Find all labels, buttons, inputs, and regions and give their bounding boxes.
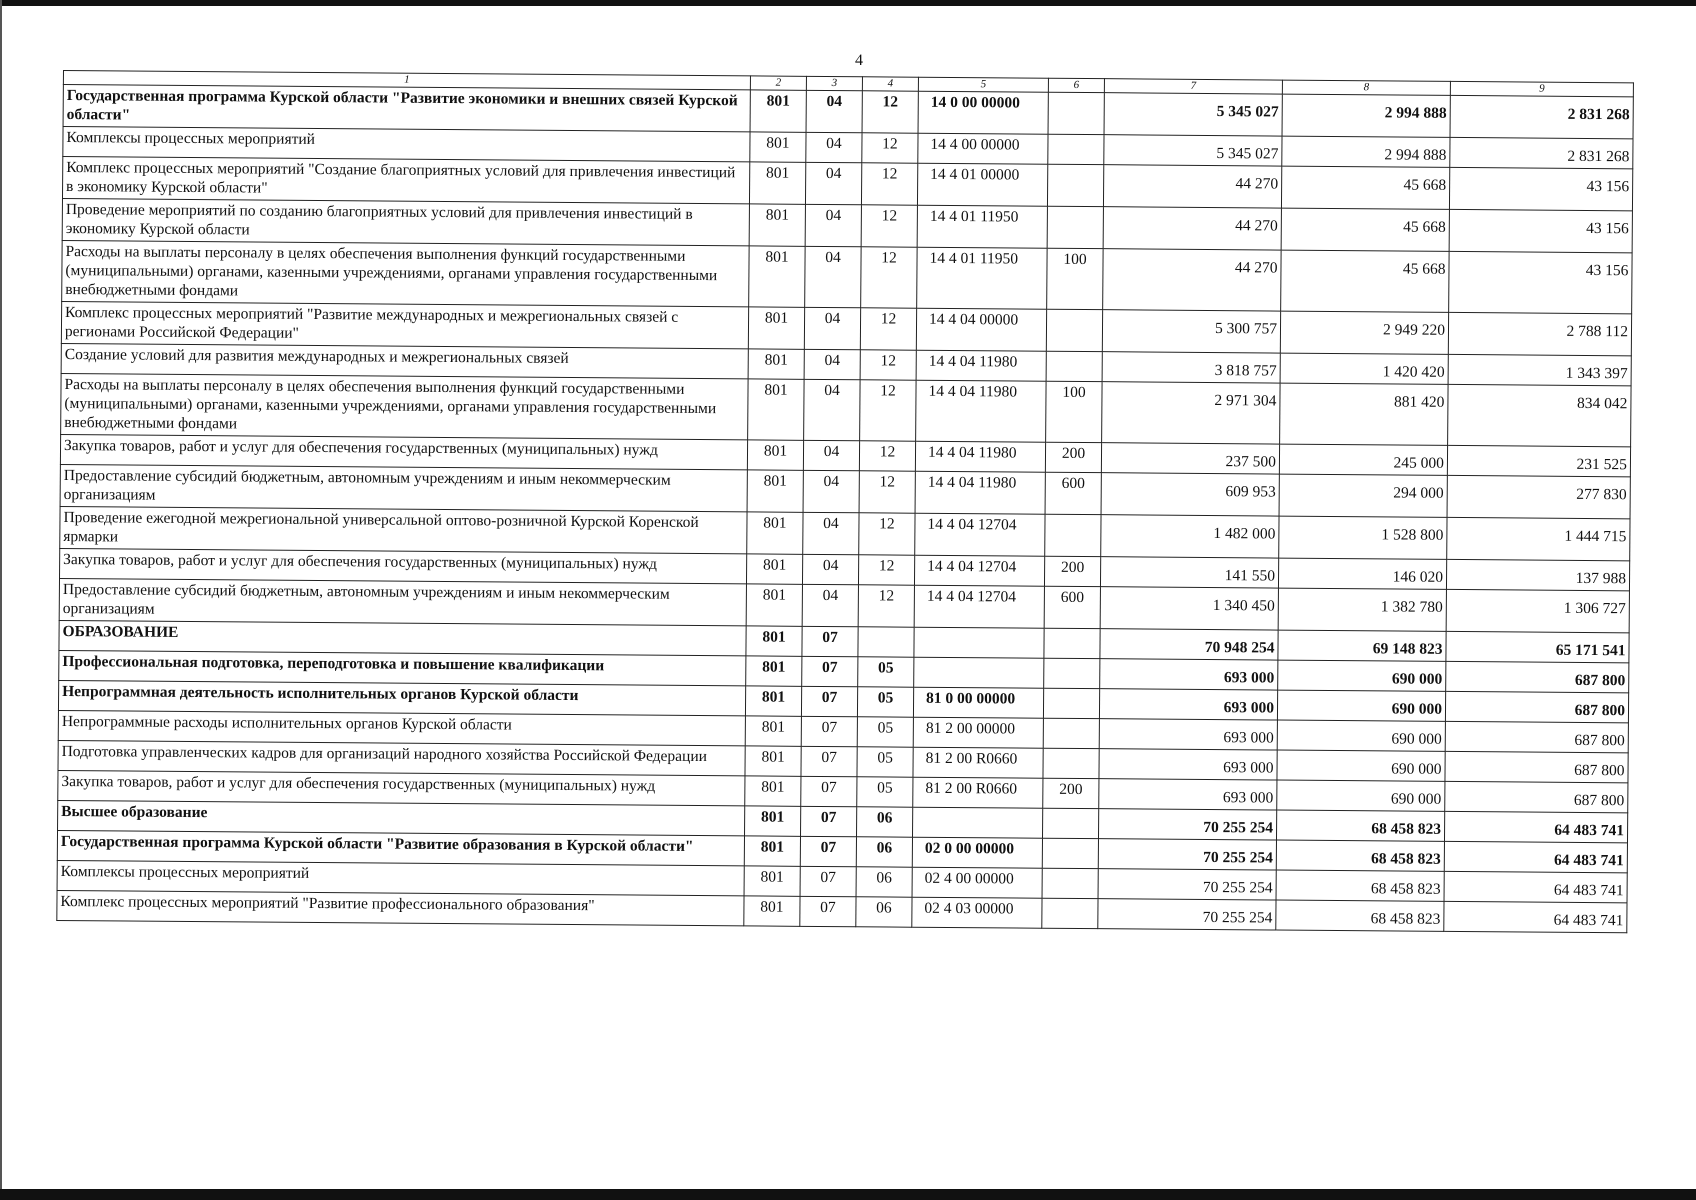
- section-code: 04: [802, 554, 858, 584]
- amount-year-1: 693 000: [1100, 659, 1278, 690]
- target-article-code: 14 4 04 12704: [914, 555, 1044, 586]
- subsection-code: 05: [857, 777, 913, 807]
- scan-border-top: [0, 0, 1696, 6]
- amount-year-3: 64 483 741: [1444, 811, 1627, 842]
- amount-year-2: 68 458 823: [1276, 900, 1444, 931]
- amount-year-1: 70 255 254: [1098, 809, 1276, 840]
- row-name: Закупка товаров, работ и услуг для обеспечения государственных (муниципальных) нужд: [58, 770, 745, 805]
- amount-year-1: 693 000: [1099, 719, 1277, 750]
- section-code: 07: [801, 746, 857, 776]
- amount-year-3: 687 800: [1445, 721, 1628, 752]
- column-index-3: 3: [806, 76, 862, 90]
- row-name: Предоставление субсидий бюджетным, автономным учреждениям и иным некоммерческим организациям: [59, 578, 746, 625]
- section-code: 04: [806, 132, 862, 162]
- section-code: 07: [800, 836, 856, 866]
- expense-type-code: 200: [1043, 778, 1099, 808]
- subsection-code: 12: [861, 247, 917, 308]
- ministry-code: 801: [749, 204, 805, 246]
- amount-year-2: 690 000: [1277, 750, 1445, 781]
- subsection-code: 12: [860, 350, 916, 380]
- expense-type-code: 100: [1046, 381, 1102, 442]
- subsection-code: 06: [856, 897, 912, 927]
- expense-type-code: [1045, 514, 1101, 556]
- amount-year-2: 881 420: [1280, 383, 1448, 445]
- amount-year-2: 68 458 823: [1276, 840, 1444, 871]
- section-code: 04: [805, 162, 861, 204]
- scan-border-left: [0, 0, 2, 1200]
- amount-year-1: 237 500: [1101, 443, 1279, 474]
- amount-year-3: 1 343 397: [1448, 354, 1631, 385]
- section-code: 04: [803, 512, 859, 554]
- section-code: 04: [805, 246, 861, 307]
- expense-type-code: [1047, 164, 1103, 206]
- target-article-code: 14 4 01 11950: [917, 247, 1047, 309]
- expense-type-code: 600: [1045, 472, 1101, 514]
- amount-year-1: 2 971 304: [1102, 382, 1280, 444]
- subsection-code: 06: [857, 807, 913, 837]
- ministry-code: 801: [746, 554, 802, 584]
- expense-type-code: 200: [1044, 556, 1100, 586]
- amount-year-2: 690 000: [1277, 720, 1445, 751]
- expense-type-code: [1044, 628, 1100, 658]
- target-article-code: 14 4 04 11980: [915, 471, 1045, 514]
- subsection-code: [858, 627, 914, 657]
- ministry-code: 801: [748, 307, 804, 349]
- section-code: 07: [800, 866, 856, 896]
- expense-type-code: 600: [1044, 586, 1100, 628]
- section-code: 07: [801, 686, 857, 716]
- subsection-code: 05: [857, 687, 913, 717]
- amount-year-3: 1 306 727: [1446, 589, 1629, 632]
- amount-year-2: 45 668: [1281, 208, 1449, 251]
- amount-year-2: 690 000: [1277, 690, 1445, 721]
- row-name: Непрограммная деятельность исполнительных органов Курской области: [58, 680, 745, 715]
- amount-year-1: 70 948 254: [1100, 629, 1278, 660]
- target-article-code: 14 4 01 11950: [917, 205, 1047, 248]
- target-article-code: 14 4 04 11980: [915, 441, 1045, 472]
- page-number: 4: [855, 52, 863, 69]
- expense-type-code: [1046, 309, 1102, 351]
- row-name: Закупка товаров, работ и услуг для обеспечения государственных (муниципальных) нужд: [60, 434, 747, 469]
- ministry-code: 801: [744, 836, 800, 866]
- amount-year-2: 2 949 220: [1280, 311, 1448, 354]
- subsection-code: 12: [862, 133, 918, 163]
- target-article-code: 14 4 04 11980: [916, 380, 1046, 442]
- amount-year-1: 70 255 254: [1098, 869, 1276, 900]
- expense-type-code: 100: [1047, 248, 1103, 309]
- amount-year-2: 2 994 888: [1282, 94, 1450, 137]
- column-index-9: 9: [1450, 81, 1633, 96]
- subsection-code: 12: [860, 308, 916, 350]
- section-code: 04: [802, 584, 858, 626]
- row-name: Комплекс процессных мероприятий "Развитие международных и межрегиональных связей с регионами Российской Федерации": [61, 301, 748, 348]
- row-name: ОБРАЗОВАНИЕ: [59, 620, 746, 655]
- section-code: 07: [802, 656, 858, 686]
- expense-type-code: 200: [1045, 442, 1101, 472]
- expense-type-code: [1042, 898, 1098, 928]
- ministry-code: 801: [745, 746, 801, 776]
- amount-year-3: 43 156: [1449, 167, 1632, 210]
- row-name: Профессиональная подготовка, переподготовка и повышение квалификации: [59, 650, 746, 685]
- row-name: Государственная программа Курской области "Развитие образования в Курской области": [57, 830, 744, 865]
- amount-year-1: 44 270: [1103, 165, 1281, 208]
- section-code: 04: [804, 307, 860, 349]
- amount-year-1: 5 300 757: [1102, 310, 1280, 353]
- ministry-code: 801: [750, 90, 806, 132]
- subsection-code: 12: [858, 585, 914, 627]
- target-article-code: [914, 627, 1044, 658]
- row-name: Создание условий для развития международных и межрегиональных связей: [61, 343, 748, 378]
- ministry-code: 801: [747, 470, 803, 512]
- ministry-code: 801: [744, 866, 800, 896]
- amount-year-2: 294 000: [1279, 474, 1447, 517]
- expense-type-code: [1043, 748, 1099, 778]
- ministry-code: 801: [744, 896, 800, 926]
- ministry-code: 801: [747, 440, 803, 470]
- section-code: 04: [804, 379, 860, 440]
- amount-year-1: 1 340 450: [1100, 587, 1278, 630]
- amount-year-2: 68 458 823: [1276, 810, 1444, 841]
- amount-year-1: 609 953: [1101, 473, 1279, 516]
- expense-type-code: [1048, 134, 1104, 164]
- scan-border-bottom: [0, 1189, 1696, 1200]
- budget-table: [56, 70, 1634, 933]
- subsection-code: 12: [859, 441, 915, 471]
- amount-year-3: 687 800: [1446, 661, 1629, 692]
- row-name: Проведение мероприятий по созданию благоприятных условий для привлечения инвестиций в экономику Курской области: [62, 198, 749, 245]
- expense-type-code: [1044, 658, 1100, 688]
- section-code: 04: [806, 90, 862, 132]
- amount-year-1: 141 550: [1100, 557, 1278, 588]
- subsection-code: 12: [858, 555, 914, 585]
- section-code: 04: [803, 440, 859, 470]
- amount-year-3: 64 483 741: [1444, 871, 1627, 902]
- target-article-code: 02 4 00 00000: [912, 867, 1042, 898]
- amount-year-3: 43 156: [1449, 251, 1632, 313]
- amount-year-1: 1 482 000: [1101, 515, 1279, 558]
- amount-year-3: 834 042: [1448, 384, 1631, 446]
- ministry-code: 801: [749, 246, 805, 307]
- ministry-code: 801: [746, 656, 802, 686]
- column-index-8: 8: [1282, 80, 1450, 95]
- amount-year-2: 690 000: [1278, 660, 1446, 691]
- amount-year-1: 44 270: [1103, 207, 1281, 250]
- subsection-code: 12: [859, 513, 915, 555]
- ministry-code: 801: [749, 162, 805, 204]
- expense-type-code: [1048, 92, 1104, 134]
- target-article-code: 02 0 00 00000: [912, 837, 1042, 868]
- amount-year-3: 687 800: [1445, 781, 1628, 812]
- target-article-code: 81 0 00 00000: [913, 687, 1043, 718]
- amount-year-2: 1 382 780: [1278, 588, 1446, 631]
- amount-year-3: 64 483 741: [1444, 901, 1627, 932]
- amount-year-2: 1 420 420: [1280, 353, 1448, 384]
- target-article-code: 81 2 00 00000: [913, 717, 1043, 748]
- row-name: Комплексы процессных мероприятий: [63, 127, 750, 162]
- expense-type-code: [1043, 718, 1099, 748]
- amount-year-3: 64 483 741: [1444, 841, 1627, 872]
- amount-year-3: 2 831 268: [1450, 95, 1633, 138]
- subsection-code: 06: [856, 867, 912, 897]
- amount-year-1: 44 270: [1103, 249, 1281, 311]
- target-article-code: 14 4 04 00000: [916, 308, 1046, 351]
- ministry-code: 801: [745, 686, 801, 716]
- amount-year-3: 1 444 715: [1447, 517, 1630, 560]
- expense-type-code: [1046, 351, 1102, 381]
- column-index-7: 7: [1104, 79, 1282, 94]
- section-code: 07: [801, 806, 857, 836]
- row-name: Высшее образование: [58, 800, 745, 835]
- subsection-code: 12: [859, 471, 915, 513]
- budget-sheet: [56, 70, 1634, 933]
- column-index-5: 5: [918, 77, 1048, 92]
- ministry-code: 801: [748, 379, 804, 440]
- ministry-code: 801: [748, 349, 804, 379]
- amount-year-1: 5 345 027: [1104, 135, 1282, 166]
- subsection-code: 06: [856, 837, 912, 867]
- ministry-code: 801: [747, 512, 803, 554]
- amount-year-3: 65 171 541: [1446, 631, 1629, 662]
- amount-year-2: 690 000: [1277, 780, 1445, 811]
- target-article-code: 81 2 00 R0660: [913, 747, 1043, 778]
- subsection-code: 05: [857, 717, 913, 747]
- amount-year-3: 231 525: [1447, 445, 1630, 476]
- subsection-code: 12: [860, 380, 916, 441]
- amount-year-2: 68 458 823: [1276, 870, 1444, 901]
- amount-year-3: 687 800: [1445, 691, 1628, 722]
- amount-year-1: 693 000: [1099, 749, 1277, 780]
- section-code: 04: [803, 470, 859, 512]
- amount-year-1: 693 000: [1099, 779, 1277, 810]
- section-code: 07: [800, 896, 856, 926]
- row-name: Комплексы процессных мероприятий: [57, 860, 744, 895]
- amount-year-3: 137 988: [1446, 559, 1629, 590]
- section-code: 07: [801, 776, 857, 806]
- amount-year-2: 45 668: [1281, 166, 1449, 209]
- subsection-code: 05: [857, 747, 913, 777]
- amount-year-1: 693 000: [1099, 689, 1277, 720]
- target-article-code: 81 2 00 R0660: [913, 777, 1043, 808]
- amount-year-3: 2 831 268: [1450, 137, 1633, 168]
- row-name: Комплекс процессных мероприятий "Развитие профессионального образования": [57, 890, 744, 925]
- column-index-1: 1: [63, 71, 750, 90]
- row-name: Предоставление субсидий бюджетным, автономным учреждениям и иным некоммерческим организациям: [60, 464, 747, 511]
- column-index-4: 4: [862, 77, 918, 91]
- budget-rows: [57, 85, 1634, 933]
- target-article-code: 14 4 00 00000: [918, 133, 1048, 164]
- section-code: 07: [801, 716, 857, 746]
- amount-year-1: 5 345 027: [1104, 93, 1282, 136]
- target-article-code: 14 4 01 00000: [917, 163, 1047, 206]
- target-article-code: [914, 657, 1044, 688]
- target-article-code: [913, 807, 1043, 838]
- column-index-2: 2: [750, 76, 806, 90]
- amount-year-1: 3 818 757: [1102, 352, 1280, 383]
- amount-year-3: 277 830: [1447, 475, 1630, 518]
- section-code: 04: [804, 349, 860, 379]
- target-article-code: 14 0 00 00000: [918, 91, 1048, 134]
- subsection-code: 12: [861, 205, 917, 247]
- ministry-code: 801: [750, 132, 806, 162]
- column-index-6: 6: [1048, 78, 1104, 92]
- ministry-code: 801: [746, 584, 802, 626]
- expense-type-code: [1042, 868, 1098, 898]
- expense-type-code: [1042, 808, 1098, 838]
- ministry-code: 801: [745, 716, 801, 746]
- amount-year-3: 687 800: [1445, 751, 1628, 782]
- row-name: Расходы на выплаты персоналу в целях обеспечения выполнения функций государственными (муниципальными) органами, казенными учреждениями, органами управления государственными внебюджетными фондами: [61, 373, 748, 439]
- row-name: Подготовка управленческих кадров для организаций народного хозяйства Российской Федерации: [58, 740, 745, 775]
- row-name: Проведение ежегодной межрегиональной универсальной оптово-розничной Курской Коренской ярмарки: [60, 506, 747, 553]
- amount-year-2: 2 994 888: [1282, 136, 1450, 167]
- row-name: Непрограммные расходы исполнительных органов Курской области: [58, 710, 745, 745]
- amount-year-1: 70 255 254: [1098, 899, 1276, 930]
- amount-year-2: 1 528 800: [1279, 516, 1447, 559]
- expense-type-code: [1047, 206, 1103, 248]
- amount-year-3: 2 788 112: [1448, 312, 1631, 355]
- subsection-code: 12: [862, 91, 918, 133]
- ministry-code: 801: [745, 776, 801, 806]
- row-name: Комплекс процессных мероприятий "Создание благоприятных условий для привлечения инвестиций в экономику Курской области": [62, 157, 749, 204]
- subsection-code: 12: [861, 163, 917, 205]
- row-name: Закупка товаров, работ и услуг для обеспечения государственных (муниципальных) нужд: [60, 548, 747, 583]
- expense-type-code: [1043, 688, 1099, 718]
- target-article-code: 14 4 04 11980: [916, 350, 1046, 381]
- target-article-code: 14 4 04 12704: [915, 513, 1045, 556]
- row-name: Государственная программа Курской области "Развитие экономики и внешних связей Курской области": [63, 85, 750, 132]
- amount-year-2: 69 148 823: [1278, 630, 1446, 661]
- target-article-code: 14 4 04 12704: [914, 585, 1044, 628]
- row-name: Расходы на выплаты персоналу в целях обеспечения выполнения функций государственными (муниципальными) органами, казенными учреждениями, органами управления государственными внебюджетными фондами: [62, 240, 749, 306]
- amount-year-2: 245 000: [1279, 444, 1447, 475]
- ministry-code: 801: [745, 806, 801, 836]
- expense-type-code: [1042, 838, 1098, 868]
- ministry-code: 801: [746, 626, 802, 656]
- section-code: 04: [805, 204, 861, 246]
- amount-year-3: 43 156: [1449, 209, 1632, 252]
- subsection-code: 05: [858, 657, 914, 687]
- section-code: 07: [802, 626, 858, 656]
- amount-year-2: 146 020: [1278, 558, 1446, 589]
- amount-year-1: 70 255 254: [1098, 839, 1276, 870]
- target-article-code: 02 4 03 00000: [912, 897, 1042, 928]
- amount-year-2: 45 668: [1281, 250, 1449, 312]
